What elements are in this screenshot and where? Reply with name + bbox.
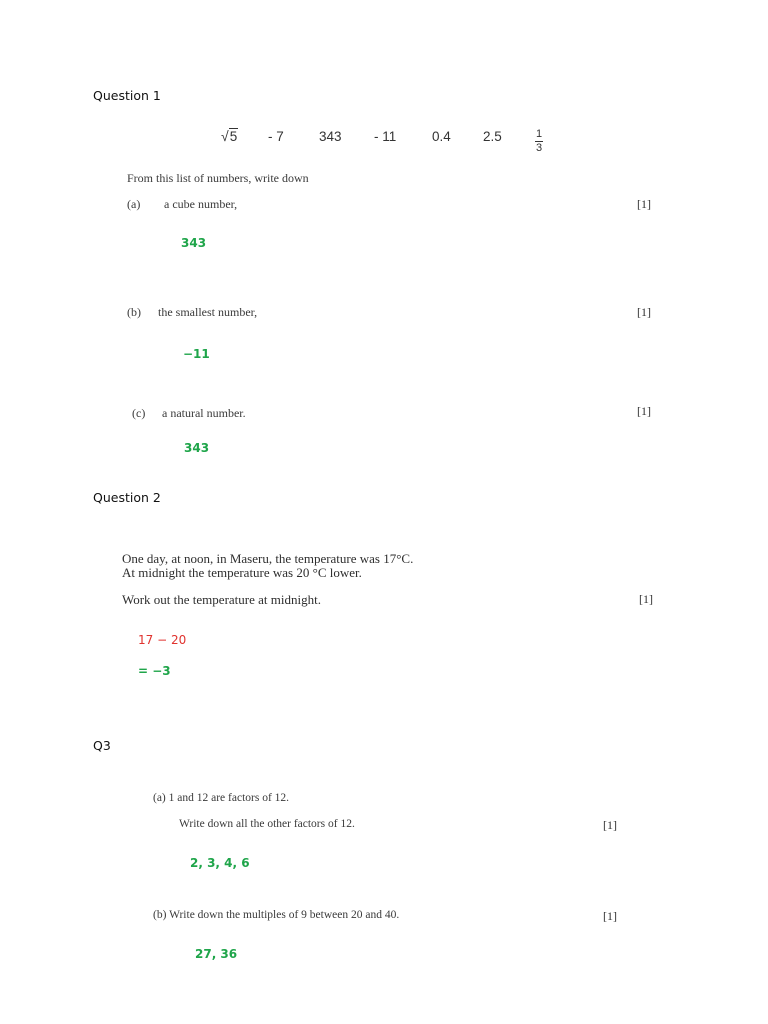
question-2-heading: Question 2 — [93, 490, 161, 505]
q1c-label: (c) — [132, 406, 146, 420]
q2-line-2: At midnight the temperature was 20 °C lower. — [122, 565, 362, 580]
q1b-label: (b) — [127, 305, 141, 319]
q3b-text: (b) Write down the multiples of 9 between 20 and 40. — [153, 909, 400, 921]
q1-prompt: From this list of numbers, write down — [127, 171, 309, 185]
q1c-answer: 343 — [184, 441, 210, 455]
q2-working: 17 − 20 — [138, 633, 187, 647]
q2-line-1: One day, at noon, in Maseru, the temperature was 17°C. — [122, 551, 414, 566]
q3a-sub: Write down all the other factors of 12. — [179, 818, 355, 830]
q1b-answer: −11 — [183, 347, 210, 361]
question-1-heading: Question 1 — [93, 88, 161, 103]
q3a-answer: 2, 3, 4, 6 — [190, 856, 250, 870]
fraction-one-third — [535, 125, 543, 154]
q3a-text: (a) 1 and 12 are factors of 12. — [153, 792, 290, 804]
q1c-text: a natural number. — [162, 406, 246, 420]
q1b-marks: [1] — [637, 305, 651, 319]
q1a-answer: 343 — [181, 236, 207, 250]
q3b-answer: 27, 36 — [195, 947, 238, 961]
q3b-marks: [1] — [603, 909, 617, 923]
q1a-marks: [1] — [637, 197, 651, 211]
number-343: 343 — [319, 129, 342, 144]
q1a-label: (a) — [127, 197, 141, 211]
sqrt-radicand: 5 — [229, 129, 238, 144]
fraction-denominator: 3 — [535, 142, 543, 154]
q1b-text: the smallest number, — [158, 305, 258, 319]
number-negative-eleven: - 11 — [374, 129, 397, 144]
question-3-heading: Q3 — [93, 738, 111, 753]
q2-answer: = −3 — [138, 664, 171, 678]
q1a-text: a cube number, — [164, 197, 238, 211]
fraction-numerator: 1 — [535, 128, 543, 140]
q3a-marks: [1] — [603, 818, 617, 832]
number-decimal-2-5: 2.5 — [483, 129, 502, 144]
number-negative-seven: - 7 — [268, 129, 284, 144]
number-decimal-0-4: 0.4 — [432, 129, 451, 144]
q2-marks: [1] — [639, 592, 653, 606]
q2-instruction: Work out the temperature at midnight. — [122, 592, 321, 607]
q1c-marks: [1] — [637, 404, 651, 418]
sqrt-number: √5 — [221, 128, 238, 144]
number-list — [221, 128, 238, 144]
